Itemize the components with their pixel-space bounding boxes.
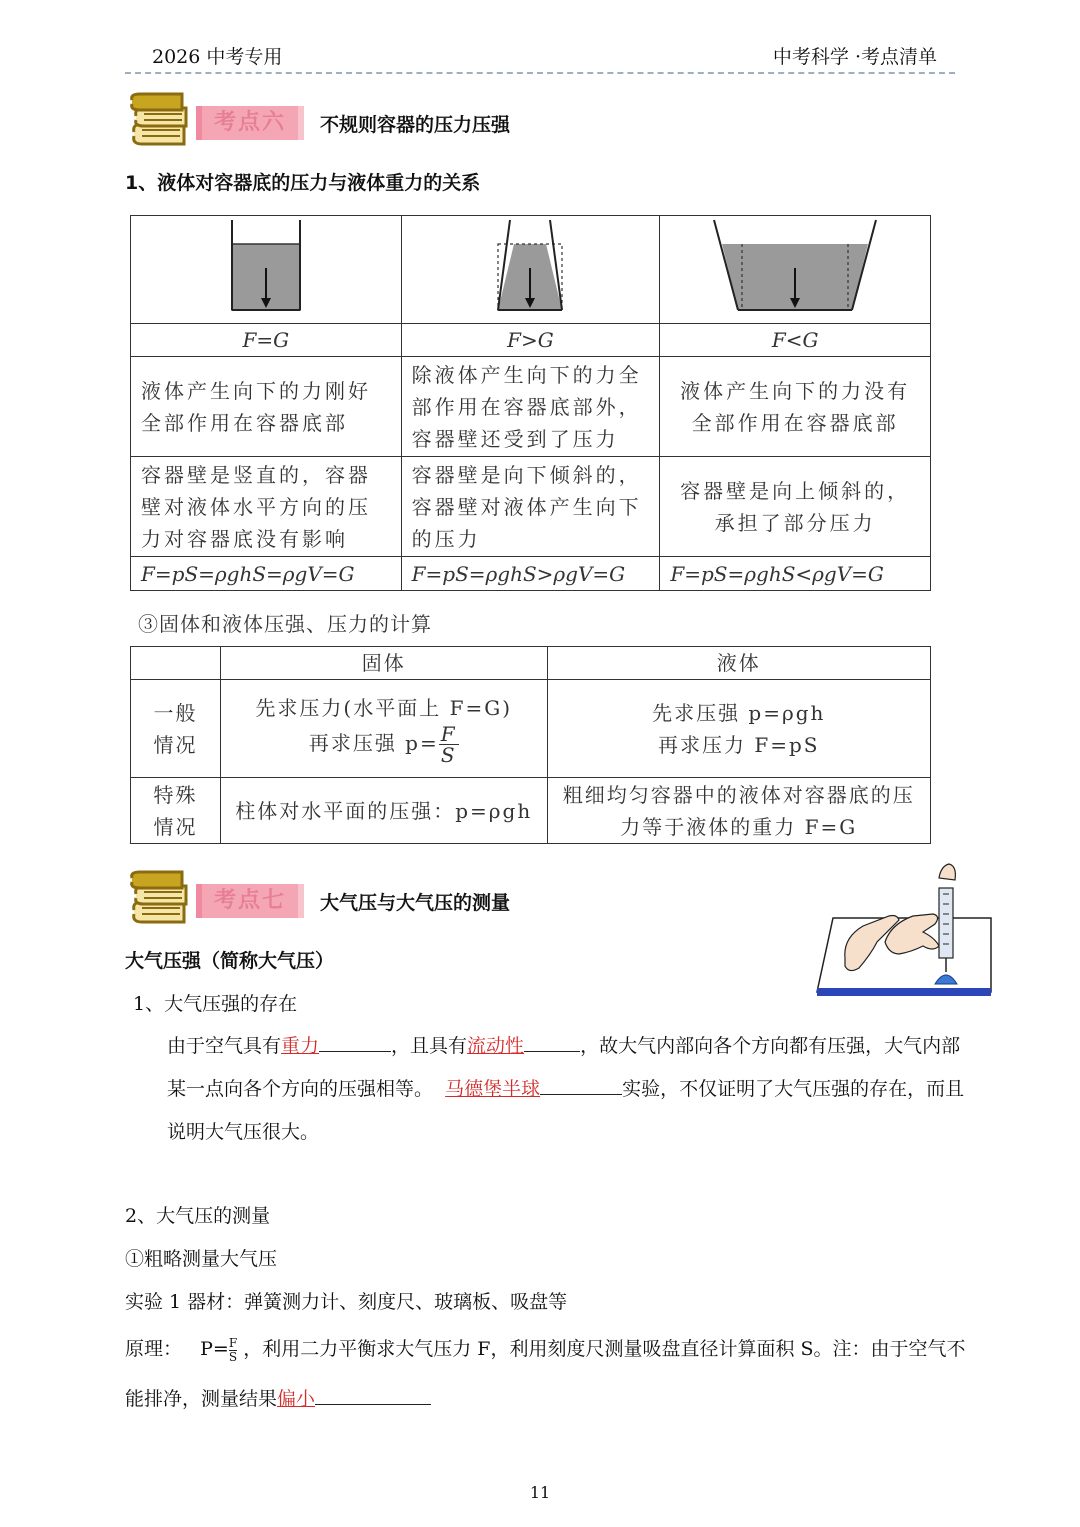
container-straight-diagram [131, 216, 402, 324]
special-liquid [547, 778, 930, 844]
special-solid: 柱体对水平面的压强：p=ρgh [220, 778, 547, 844]
exist-title: 1、大气压强的存在 [133, 993, 298, 1015]
container-narrow-top-diagram [401, 216, 660, 324]
blank-3 [540, 1093, 622, 1095]
principle-denominator: S [228, 1349, 238, 1364]
wall-desc-1: 容器壁是竖直的，容器壁对液体水平方向的压力对容器底没有影响 [131, 457, 402, 557]
general-solid-line1: 先求压力(水平面上 F=G) [255, 696, 513, 720]
page-header [125, 38, 955, 74]
section-seven-heading [128, 870, 688, 932]
row-special: 特殊情况 [131, 778, 221, 844]
paragraph-line-2 [167, 1074, 964, 1101]
answer-gravity: 重力 [281, 1035, 320, 1057]
answer-magdeburg: 马德堡半球 [445, 1078, 541, 1100]
fraction-numerator: F [440, 722, 457, 746]
general-solid-line2 [221, 724, 547, 765]
force-desc-3: 液体产生向下的力没有全部作用在容器底部 [660, 357, 931, 457]
section-title: 不规则容器的压力压强 [320, 114, 511, 136]
experiment-1: 实验 1 器材：弹簧测力计、刻度尺、玻璃板、吸盘等 [125, 1291, 568, 1313]
section-title: 大气压与大气压的测量 [320, 892, 511, 914]
last-line [125, 1384, 431, 1411]
col-liquid: 液体 [547, 647, 930, 680]
special-liquid-line2: 力等于液体的重力 F=G [620, 814, 858, 839]
principle-fraction [229, 1337, 237, 1364]
equation-3: F=pS=ρghS<ρgV=G [660, 557, 931, 591]
blank-4 [315, 1403, 431, 1405]
answer-smaller: 偏小 [277, 1388, 316, 1410]
answer-fluidity: 流动性 [467, 1035, 525, 1057]
principle-rest: ，利用二力平衡求大气压力 F，利用刻度尺测量吸盘直径计算面积 S。注：由于空气不 [243, 1338, 966, 1360]
wall-desc-2: 容器壁是向下倾斜的，容器壁对液体产生向下的压力 [401, 457, 660, 557]
fraction-denominator: S [440, 743, 457, 767]
formula-equal: F=G [131, 324, 402, 357]
atm-title: 大气压强（简称大气压） [125, 950, 335, 972]
general-liquid-line1: 先求压强 p=ρgh [652, 700, 826, 725]
l1-b: ，且具有 [391, 1035, 468, 1057]
subheading-1: 1、液体对容器底的压力与液体重力的关系 [125, 172, 481, 194]
equation-1: F=pS=ρghS=ρgV=G [131, 557, 402, 591]
container-wide-top-diagram [660, 216, 931, 324]
wall-desc-3: 容器壁是向上倾斜的，承担了部分压力 [660, 457, 931, 557]
section-badge: 考点七 [196, 884, 304, 918]
principle-numerator: F [228, 1335, 238, 1350]
col-solid: 固体 [220, 647, 547, 680]
section-badge: 考点六 [196, 106, 304, 140]
header-right: 中考科学 ·考点清单 [772, 46, 937, 68]
equation-2: F=pS=ρghS>ρgV=G [401, 557, 660, 591]
page-number: 11 [529, 1483, 551, 1502]
paragraph-line-3: 说明大气压很大。 [167, 1121, 320, 1143]
l2-a: 某一点向各个方向的压强相等。 [167, 1078, 434, 1100]
special-liquid-line1: 粗细均匀容器中的液体对容器底的压 [562, 782, 915, 807]
principle-line [125, 1334, 966, 1364]
corner-cell [131, 647, 221, 680]
pressure-calc-table [130, 646, 931, 844]
formula-less: F<G [660, 324, 931, 357]
rough-title: ①粗略测量大气压 [125, 1248, 278, 1270]
blank-2 [524, 1050, 580, 1052]
force-desc-2: 除液体产生向下的力全部作用在容器底部外，容器壁还受到了压力 [401, 357, 660, 457]
general-solid [220, 680, 547, 778]
general-liquid-line2: 再求压力 F=pS [658, 732, 820, 757]
last-a: 能排净，测量结果 [125, 1388, 278, 1410]
principle-label: 原理： [125, 1338, 183, 1360]
general-solid-line2-text: 再求压强 p= [308, 731, 439, 755]
books-icon [128, 92, 190, 150]
l1-c: ，故大气内部向各个方向都有压强，大气内部 [580, 1035, 961, 1057]
l1-a: 由于空气具有 [167, 1035, 282, 1057]
pressure-fraction [439, 724, 459, 765]
measure-title: 2、大气压的测量 [125, 1205, 271, 1227]
paragraph-line-1 [167, 1031, 960, 1058]
blank-1 [319, 1050, 391, 1052]
header-left: 2026 中考专用 [152, 46, 283, 68]
general-liquid [547, 680, 930, 778]
l2-b: 实验，不仅证明了大气压强的存在，而且 [622, 1078, 965, 1100]
principle-p: P= [200, 1338, 229, 1360]
suction-cup-experiment-illustration [815, 858, 995, 998]
formula-greater: F>G [401, 324, 660, 357]
force-desc-1: 液体产生向下的力刚好全部作用在容器底部 [131, 357, 402, 457]
books-icon [128, 870, 190, 928]
subheading-2: ③固体和液体压强、压力的计算 [138, 612, 432, 636]
section-six-heading [128, 92, 688, 154]
pressure-comparison-table [130, 215, 931, 591]
row-general: 一般情况 [131, 680, 221, 778]
